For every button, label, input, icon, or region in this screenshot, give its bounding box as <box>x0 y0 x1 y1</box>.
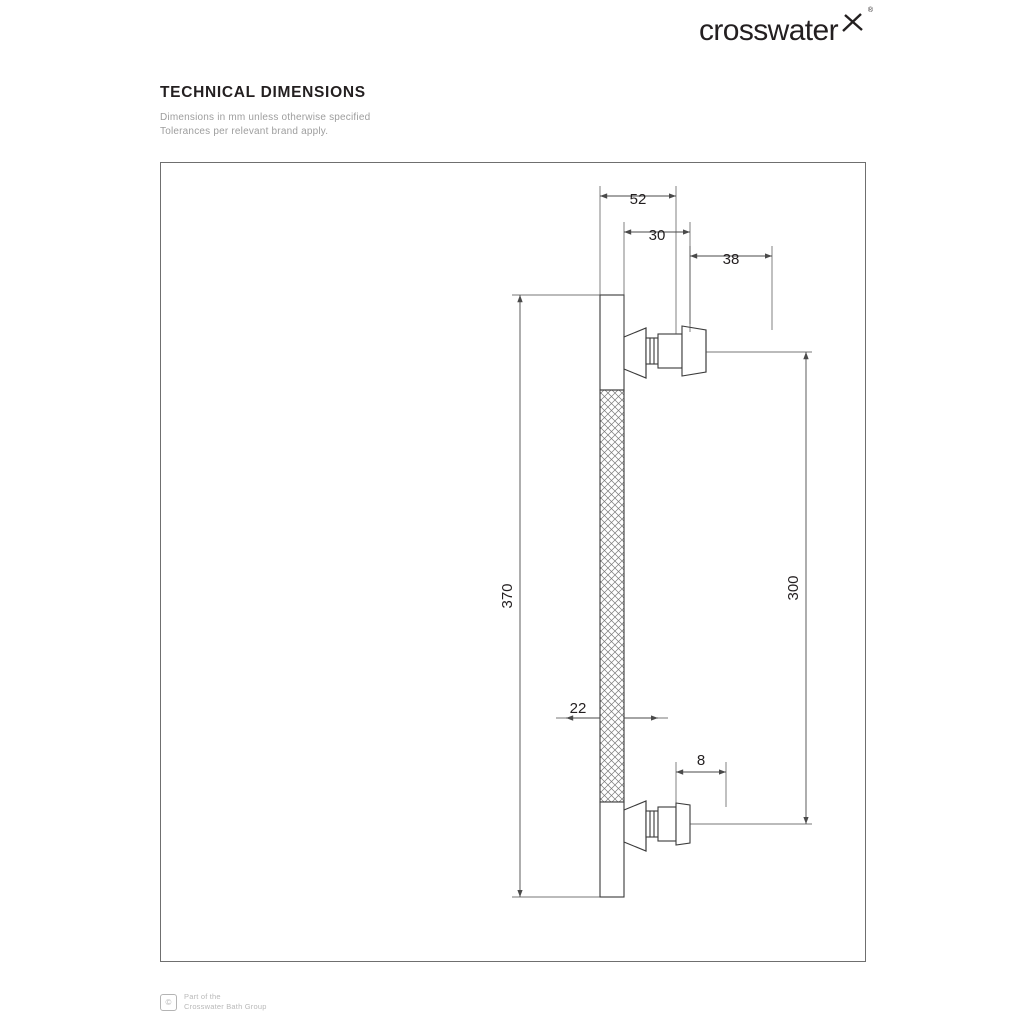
crosswater-x-icon <box>840 7 873 36</box>
trademark-symbol: ® <box>867 7 873 14</box>
dimension-label-30: 30 <box>648 227 666 244</box>
technical-drawing <box>160 162 866 962</box>
page-title: TECHNICAL DIMENSIONS <box>160 84 366 101</box>
page-subtitle <box>160 111 370 139</box>
dimension-label-8: 8 <box>696 752 706 769</box>
brand-wordmark: crosswater <box>698 14 838 47</box>
dimension-label-22: 22 <box>569 700 587 717</box>
dimension-label-38: 38 <box>722 251 740 268</box>
subtitle-line-1: Dimensions in mm unless otherwise specified <box>160 112 371 123</box>
dimension-label-52: 52 <box>629 191 647 208</box>
subtitle-line-2: Tolerances per relevant brand apply. <box>160 126 329 137</box>
copyright-badge-icon: © <box>160 994 177 1011</box>
brand-logo <box>698 7 873 47</box>
dimension-label-300: 300 <box>785 575 802 601</box>
footer-text <box>184 992 267 1012</box>
dimension-label-370: 370 <box>499 583 516 609</box>
footer-line-1: Part of the <box>184 992 221 1001</box>
footer-line-2: Crosswater Bath Group <box>184 1002 267 1011</box>
footer <box>160 992 267 1012</box>
